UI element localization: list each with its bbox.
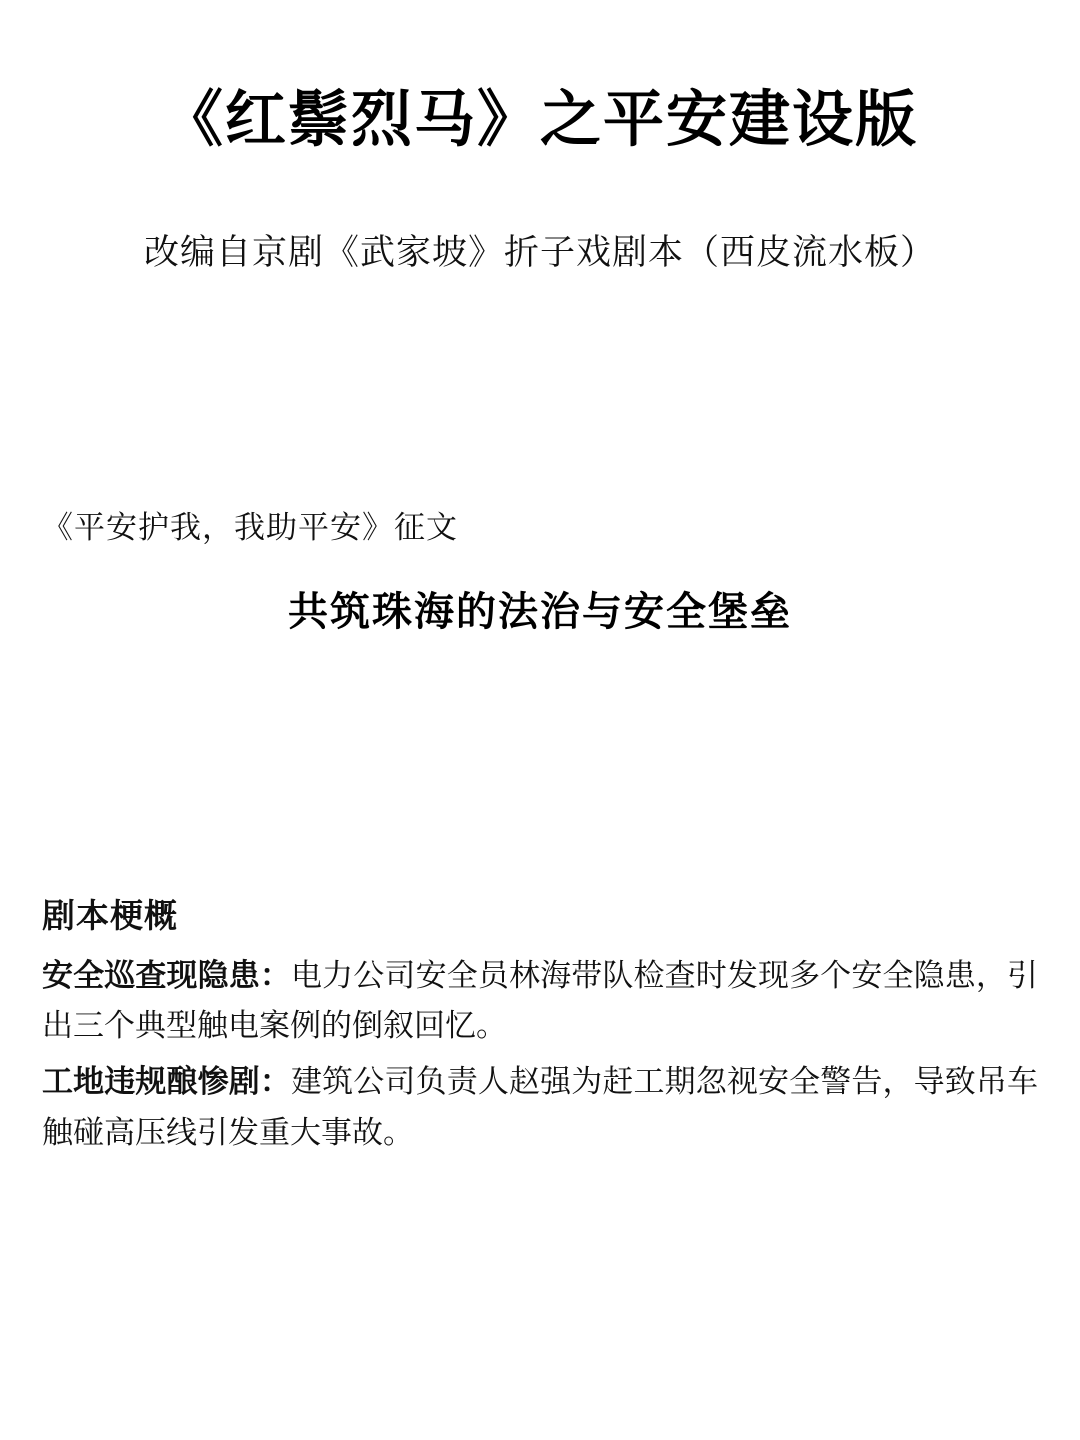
page-subtitle: 改编自京剧《武家坡》折子戏剧本（西皮流水板） — [143, 233, 936, 273]
synopsis-item — [42, 1057, 1038, 1157]
essay-kicker: 《平安护我，我助平安》征文 — [42, 509, 458, 545]
essay-header-block — [42, 508, 1038, 638]
synopsis-item-lead: 工地违规酿惨剧： — [42, 1064, 292, 1100]
synopsis-item-text: 电力公司安全员林海带队检查时发现多个安全隐患，引出三个典型触电案例的倒叙回忆。 — [42, 957, 1039, 1044]
page-title: 《红鬃烈马》之平安建设版 — [161, 87, 918, 154]
synopsis-section — [42, 890, 1038, 1158]
synopsis-item-text: 建筑公司负责人赵强为赶工期忽视安全警告，导致吊车触碰高压线引发重大事故。 — [42, 1064, 1039, 1150]
synopsis-item-lead: 安全巡查现隐患： — [42, 957, 292, 993]
essay-heading: 共筑珠海的法治与安全堡垒 — [288, 588, 792, 634]
synopsis-item — [42, 951, 1038, 1051]
synopsis-title: 剧本梗概 — [42, 898, 178, 935]
